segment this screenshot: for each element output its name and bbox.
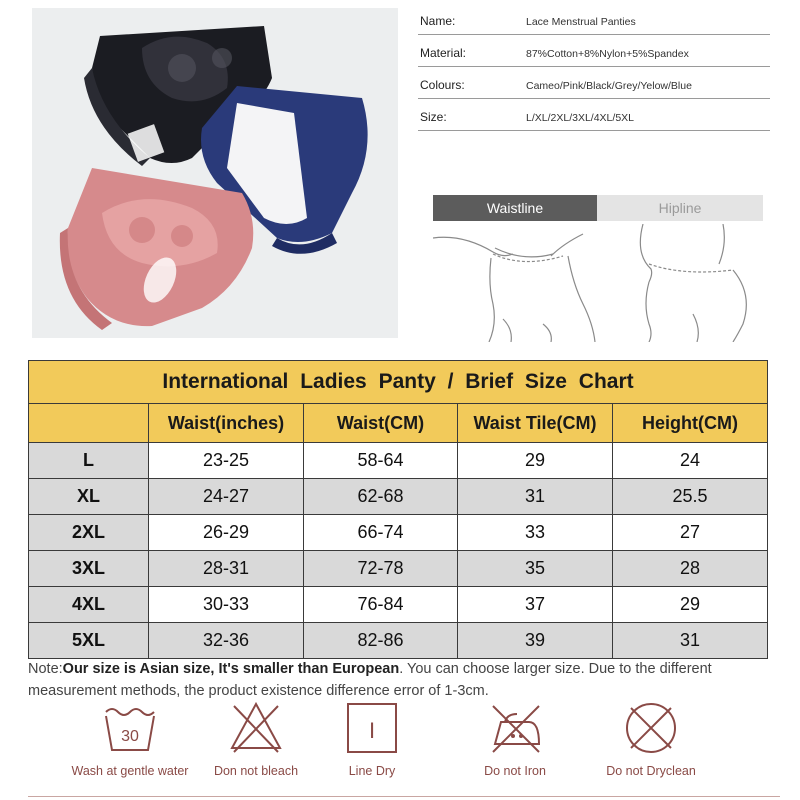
spec-name-label: Name: — [420, 14, 456, 28]
table-row — [29, 443, 768, 479]
care-bleach-label: Don not bleach — [213, 764, 299, 778]
waist-cm-cell: 66-74 — [304, 515, 458, 551]
waist-figure-icon — [433, 234, 595, 342]
size-cell: 3XL — [29, 551, 149, 587]
measurement-illustration — [433, 224, 763, 342]
no-dryclean-icon — [623, 700, 679, 756]
waist-cm-cell: 62-68 — [304, 479, 458, 515]
waist-inches-cell: 32-36 — [149, 623, 304, 659]
care-wash-label: Wash at gentle water — [71, 764, 189, 778]
spec-row-size — [418, 106, 770, 131]
note-rest-text: . You can choose larger size. Due to the different measurement methods, the product existence difference error of 1-3cm. — [28, 661, 712, 699]
height-cell: 25.5 — [613, 479, 768, 515]
care-bleach — [200, 700, 312, 778]
size-note — [28, 658, 778, 702]
care-dryclean-label: Do not Dryclean — [606, 764, 696, 778]
care-dry-label: Line Dry — [348, 764, 396, 778]
care-iron-label: Do not Iron — [484, 764, 546, 778]
waist-cm-cell: 58-64 — [304, 443, 458, 479]
size-chart-title: International Ladies Panty / Brief Size Chart — [29, 361, 768, 404]
size-chart-title-row — [29, 361, 768, 404]
height-cell: 24 — [613, 443, 768, 479]
table-row — [29, 479, 768, 515]
table-row — [29, 515, 768, 551]
table-row — [29, 623, 768, 659]
spec-colours-label: Colours: — [420, 78, 465, 92]
size-cell: 2XL — [29, 515, 149, 551]
height-cell: 29 — [613, 587, 768, 623]
height-cell: 31 — [613, 623, 768, 659]
waistline-tab[interactable]: Waistline — [433, 195, 597, 221]
spec-row-colours — [418, 74, 770, 99]
hipline-tab[interactable]: Hipline — [597, 195, 763, 221]
header-waist-inches: Waist(inches) — [149, 404, 304, 443]
note-bold-text: Our size is Asian size, It's smaller than European — [62, 661, 400, 677]
spec-row-name — [418, 10, 770, 35]
header-height: Height(CM) — [613, 404, 768, 443]
waist-inches-cell: 24-27 — [149, 479, 304, 515]
size-chart-header-row — [29, 404, 768, 443]
table-row — [29, 551, 768, 587]
waist-cm-cell: 76-84 — [304, 587, 458, 623]
care-wash — [60, 700, 200, 778]
header-waist-cm: Waist(CM) — [304, 404, 458, 443]
spec-material-label: Material: — [420, 46, 467, 60]
footer-divider — [28, 796, 780, 797]
no-bleach-icon — [228, 700, 284, 756]
waist-tile-cell: 31 — [458, 479, 613, 515]
product-photo — [32, 8, 398, 338]
hip-figure-icon — [640, 224, 746, 342]
spec-row-material — [418, 42, 770, 67]
care-dryclean — [590, 700, 712, 778]
spec-size-value: L/XL/2XL/3XL/4XL/5XL — [526, 112, 634, 124]
waist-tile-cell: 29 — [458, 443, 613, 479]
spec-size-label: Size: — [420, 110, 447, 124]
note-prefix: Note: — [28, 661, 63, 677]
wash-basin-icon — [102, 700, 158, 756]
spec-colours-value: Cameo/Pink/Black/Grey/Yelow/Blue — [526, 80, 692, 92]
size-cell: 4XL — [29, 587, 149, 623]
wash-temp-label: 30 — [121, 728, 139, 745]
waist-inches-cell: 30-33 — [149, 587, 304, 623]
waist-cm-cell: 82-86 — [304, 623, 458, 659]
height-cell: 28 — [613, 551, 768, 587]
waist-cm-cell: 72-78 — [304, 551, 458, 587]
waist-tile-cell: 39 — [458, 623, 613, 659]
no-iron-icon — [485, 700, 545, 756]
care-dry — [322, 700, 422, 778]
waist-tile-cell: 35 — [458, 551, 613, 587]
height-cell: 27 — [613, 515, 768, 551]
size-cell: L — [29, 443, 149, 479]
waist-tile-cell: 37 — [458, 587, 613, 623]
header-blank-cell — [29, 404, 149, 443]
size-cell: XL — [29, 479, 149, 515]
line-dry-icon — [344, 700, 400, 756]
waist-inches-cell: 23-25 — [149, 443, 304, 479]
size-chart-table — [28, 360, 768, 659]
waist-inches-cell: 28-31 — [149, 551, 304, 587]
size-cell: 5XL — [29, 623, 149, 659]
table-row — [29, 587, 768, 623]
waist-inches-cell: 26-29 — [149, 515, 304, 551]
waist-tile-cell: 33 — [458, 515, 613, 551]
spec-material-value: 87%Cotton+8%Nylon+5%Spandex — [526, 48, 689, 60]
line-dry-symbol: I — [368, 718, 376, 743]
header-waist-tile: Waist Tile(CM) — [458, 404, 613, 443]
care-iron — [460, 700, 570, 778]
spec-name-value: Lace Menstrual Panties — [526, 16, 636, 28]
